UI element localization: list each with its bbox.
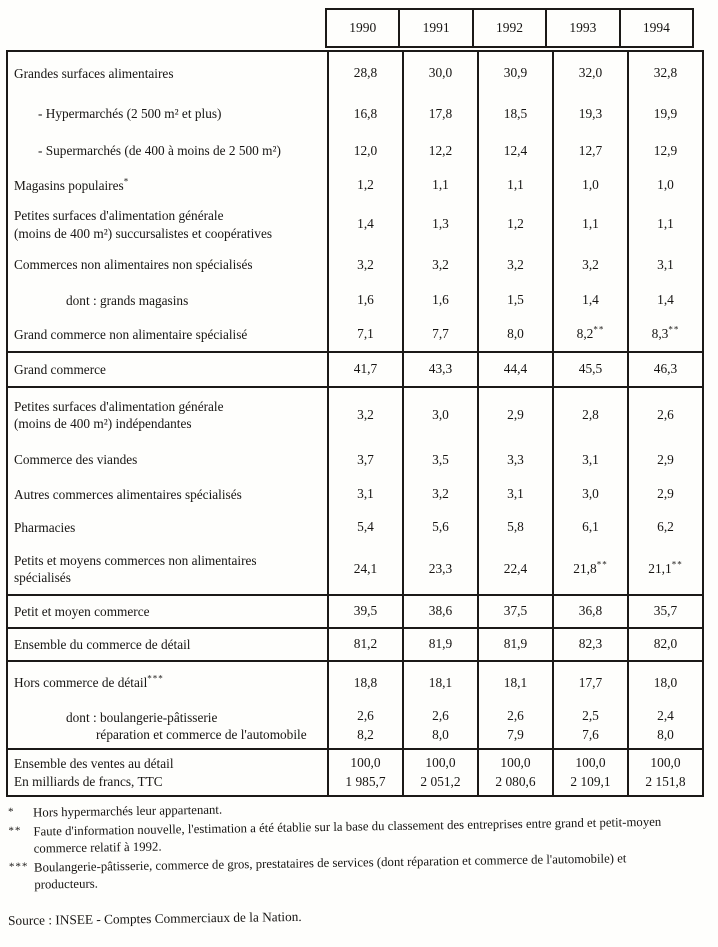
value: 24,1 [353, 560, 378, 576]
row-label [7, 51, 328, 95]
table-row [7, 95, 703, 133]
year-column-header: 1993 [545, 10, 618, 46]
footnote-text-line: producteurs. [34, 876, 98, 892]
value: 17,8 [428, 105, 453, 121]
value-cell [628, 704, 703, 749]
row-label-line: (moins de 400 m²) succursalistes et coopératives [14, 225, 273, 241]
value-cell [553, 387, 628, 442]
value: 6,1 [582, 519, 599, 535]
value: 1,1 [657, 216, 674, 232]
row-label [7, 704, 328, 749]
value: 3,1 [582, 451, 599, 467]
footnotes [8, 794, 713, 895]
value-cell [478, 544, 553, 595]
value: 19,3 [578, 105, 603, 121]
value-cell [403, 51, 478, 95]
value: 2 051,2 [420, 773, 461, 789]
value: 1,6 [357, 292, 374, 308]
value-cell [403, 511, 478, 544]
row-label-line: Grand commerce non alimentaire spécialisé [14, 326, 248, 342]
value-cell [328, 661, 403, 704]
value-cell [553, 749, 628, 796]
value: 32,8 [653, 65, 678, 81]
value-cell [403, 202, 478, 247]
row-label [7, 169, 328, 202]
value: 21,8** [573, 559, 608, 576]
year-column-header: 1991 [398, 10, 471, 46]
value: 1,0 [582, 177, 599, 193]
table-row [7, 442, 703, 478]
value: 1,0 [657, 177, 674, 193]
row-label [7, 661, 328, 704]
row-label [7, 133, 328, 169]
value-cell [553, 628, 628, 661]
value-cell [553, 133, 628, 169]
value: 1,2 [357, 177, 374, 193]
row-label-line: Commerces non alimentaires non spécialisés [14, 257, 253, 273]
value: 12,9 [653, 142, 678, 158]
table-row [7, 749, 703, 796]
value: 7,6 [582, 727, 599, 742]
value-cell [478, 704, 553, 749]
value: 1,3 [432, 216, 449, 232]
value: 81,9 [503, 636, 528, 652]
row-label-line: spécialisés [14, 570, 71, 585]
row-label-line: (moins de 400 m²) indépendantes [14, 416, 192, 431]
row-label-line: Petites surfaces d'alimentation générale [14, 398, 224, 414]
value: 8,0 [657, 727, 674, 742]
value-cell [328, 749, 403, 796]
value-cell [628, 442, 703, 478]
value: 19,9 [653, 105, 678, 121]
footnote-marker: *** [8, 860, 29, 873]
value-cell [628, 595, 703, 628]
row-label [7, 352, 328, 387]
value: 2,9 [507, 406, 524, 422]
value: 81,9 [428, 636, 453, 652]
value: 12,4 [503, 142, 528, 158]
value: 8,0 [432, 727, 449, 742]
value-cell [553, 169, 628, 202]
value-cell [328, 169, 403, 202]
value: 35,7 [653, 603, 678, 619]
row-label-line: dont : grands magasins [66, 292, 189, 308]
value: 2,8 [582, 406, 599, 422]
row-label-line: Petits et moyens commerces non alimentaires [14, 552, 257, 568]
value-cell [553, 51, 628, 95]
value: 18,5 [503, 105, 528, 121]
value: 5,6 [432, 519, 449, 535]
value: 3,3 [507, 451, 524, 467]
row-label-line: Magasins populaires* [14, 176, 130, 193]
value: 1,1 [507, 177, 524, 193]
table-row [7, 704, 703, 749]
value: 18,1 [428, 674, 453, 690]
value-cell [553, 478, 628, 511]
footnote-marker: ** [8, 824, 22, 837]
table-row [7, 283, 703, 318]
value: 8,3** [651, 324, 680, 342]
value-cell [403, 318, 478, 352]
value: 5,4 [357, 519, 374, 535]
value-cell [328, 283, 403, 318]
value-cell [628, 661, 703, 704]
value-cell [403, 478, 478, 511]
value: 5,8 [507, 519, 524, 535]
value: 1,6 [432, 292, 449, 308]
value-cell [478, 478, 553, 511]
value-cell [478, 595, 553, 628]
value: 3,2 [507, 256, 524, 272]
value-cell [628, 478, 703, 511]
value: 2,9 [657, 486, 674, 502]
value: 28,8 [353, 65, 378, 81]
value: 16,8 [353, 105, 378, 121]
value-cell [628, 628, 703, 661]
value-cell [628, 133, 703, 169]
row-label [7, 202, 328, 247]
value: 8,2** [576, 324, 605, 342]
row-label-line: Pharmacies [14, 519, 76, 535]
value-cell [403, 352, 478, 387]
value: 8,0 [507, 326, 524, 342]
value: 3,2 [432, 256, 449, 272]
table-row [7, 387, 703, 442]
value: 1,4 [657, 292, 674, 308]
value-cell [628, 283, 703, 318]
value: 81,2 [353, 636, 378, 652]
row-label-line: En milliards de francs, TTC [14, 773, 163, 789]
table-row [7, 595, 703, 628]
value-cell [328, 387, 403, 442]
value: 3,1 [657, 256, 674, 272]
value: 2,6 [357, 708, 374, 724]
value-cell [328, 95, 403, 133]
table-row [7, 318, 703, 352]
value-cell [403, 283, 478, 318]
value-cell [628, 247, 703, 283]
year-column-header: 1992 [472, 10, 545, 46]
row-label-line: Hors commerce de détail*** [14, 674, 164, 691]
value-cell [478, 247, 553, 283]
row-label [7, 442, 328, 478]
value: 46,3 [653, 361, 678, 377]
value: 3,2 [582, 256, 599, 272]
value-cell [403, 749, 478, 796]
value-cell [553, 283, 628, 318]
table-row [7, 51, 703, 95]
value: 100,0 [500, 754, 531, 770]
value-cell [553, 202, 628, 247]
footnote-text-line: commerce relatif à 1992. [33, 839, 162, 856]
value-cell [403, 628, 478, 661]
value: 2,5 [582, 708, 599, 724]
value-cell [628, 202, 703, 247]
value: 3,0 [582, 486, 599, 502]
asterisk-note-marker: ** [668, 324, 680, 335]
value: 45,5 [578, 361, 603, 377]
value-cell [478, 169, 553, 202]
value-cell [403, 442, 478, 478]
value-cell [478, 352, 553, 387]
value-cell [628, 387, 703, 442]
footnote-text-line: Hors hypermarchés leur appartenant. [33, 802, 223, 820]
table-row [7, 247, 703, 283]
value-cell [328, 704, 403, 749]
value-cell [553, 95, 628, 133]
row-label-line: Autres commerces alimentaires spécialisés [14, 486, 242, 502]
value: 2 080,6 [495, 773, 536, 789]
row-label-line: Grand commerce [14, 361, 106, 377]
value: 7,9 [507, 727, 524, 742]
row-label [7, 544, 328, 595]
value: 30,0 [428, 65, 453, 81]
table-year-header [325, 8, 694, 48]
value: 3,1 [507, 486, 524, 502]
value: 8,2 [357, 727, 374, 742]
value: 7,7 [432, 326, 449, 342]
value-cell [478, 628, 553, 661]
value-cell [328, 352, 403, 387]
year-column-header: 1994 [619, 10, 692, 46]
value: 18,8 [353, 674, 378, 690]
value-cell [553, 704, 628, 749]
value-cell [328, 544, 403, 595]
table-row [7, 661, 703, 704]
value: 18,0 [653, 674, 678, 690]
value-cell [478, 283, 553, 318]
asterisk-note-marker: * [123, 176, 130, 187]
value: 12,0 [353, 142, 378, 158]
value-cell [328, 628, 403, 661]
value: 1,1 [582, 216, 599, 232]
value-cell [478, 51, 553, 95]
value-cell [478, 442, 553, 478]
year-column-header: 1990 [349, 20, 377, 35]
row-label [7, 387, 328, 442]
value-cell [478, 661, 553, 704]
footnote-text-line: Boulangerie-pâtisserie, commerce de gros, prestataires de services (dont réparation et commerce de l'automobile) et [33, 850, 627, 875]
value: 3,5 [432, 451, 449, 467]
value: 30,9 [503, 65, 528, 81]
value-cell [553, 442, 628, 478]
value-cell [328, 442, 403, 478]
value-cell [478, 318, 553, 352]
value-cell [328, 478, 403, 511]
value-cell [553, 595, 628, 628]
row-label [7, 749, 328, 796]
value: 36,8 [578, 603, 603, 619]
value: 39,5 [353, 603, 378, 619]
row-label-line: Petit et moyen commerce [14, 603, 150, 619]
table-row [7, 202, 703, 247]
value: 1,4 [357, 216, 374, 232]
commerce-table-body [7, 51, 703, 796]
row-label [7, 95, 328, 133]
row-label-line: Ensemble du commerce de détail [14, 636, 191, 652]
value: 12,2 [428, 142, 453, 158]
value: 100,0 [425, 754, 456, 770]
value: 2,6 [507, 708, 524, 724]
row-label [7, 283, 328, 318]
value-cell [628, 544, 703, 595]
value: 32,0 [578, 65, 603, 81]
value: 23,3 [428, 560, 453, 576]
value: 44,4 [503, 361, 528, 377]
value-cell [553, 352, 628, 387]
value-cell [628, 51, 703, 95]
value-cell [628, 169, 703, 202]
value-cell [403, 661, 478, 704]
value: 1,4 [582, 292, 599, 308]
row-label-line: - Hypermarchés (2 500 m² et plus) [38, 106, 222, 122]
value-cell [553, 544, 628, 595]
asterisk-note-marker: ** [593, 324, 605, 335]
value: 21,1** [648, 559, 683, 576]
value: 3,7 [357, 451, 374, 467]
value: 37,5 [503, 603, 528, 619]
source-line: Source : INSEE - Comptes Commerciaux de la Nation. [8, 908, 302, 928]
value: 3,2 [357, 256, 374, 272]
row-label [7, 478, 328, 511]
row-label [7, 595, 328, 628]
value-cell [328, 247, 403, 283]
value-cell [553, 661, 628, 704]
value: 82,3 [578, 636, 603, 652]
footnote-text-line: Faute d'information nouvelle, l'estimation a été établie sur la base du classement des entreprises entre grand et petit-moyen [33, 814, 662, 839]
value-cell [328, 511, 403, 544]
table-row [7, 478, 703, 511]
value-cell [403, 169, 478, 202]
row-label-line: - Supermarchés (de 400 à moins de 2 500 m²) [38, 143, 281, 159]
value: 17,7 [578, 674, 603, 690]
value-cell [403, 704, 478, 749]
row-label-line: dont : boulangerie-pâtisserie [66, 709, 218, 725]
value-cell [553, 318, 628, 352]
value: 3,2 [432, 486, 449, 502]
value-cell [628, 318, 703, 352]
value-cell [628, 749, 703, 796]
value: 43,3 [428, 361, 453, 377]
value-cell [478, 202, 553, 247]
value-cell [628, 511, 703, 544]
value-cell [478, 95, 553, 133]
asterisk-note-marker: *** [147, 674, 164, 685]
footnote-marker: * [8, 805, 15, 818]
value: 38,6 [428, 603, 453, 619]
value: 3,0 [432, 406, 449, 422]
value-cell [328, 51, 403, 95]
table-row [7, 628, 703, 661]
row-label-line: Grandes surfaces alimentaires [14, 65, 174, 81]
row-label-line: Commerce des viandes [14, 452, 138, 468]
row-label-line: Petites surfaces d'alimentation générale [14, 208, 224, 224]
value-cell [403, 133, 478, 169]
value-cell [403, 247, 478, 283]
value-cell [628, 95, 703, 133]
value-cell [403, 595, 478, 628]
value: 3,2 [357, 406, 374, 422]
value: 1 985,7 [345, 773, 386, 789]
table-row [7, 352, 703, 387]
value: 7,1 [357, 326, 374, 342]
value-cell [478, 749, 553, 796]
value-cell [403, 95, 478, 133]
value: 1,2 [507, 216, 524, 232]
value: 100,0 [350, 754, 381, 770]
table-row [7, 511, 703, 544]
value-cell [328, 202, 403, 247]
value-cell [628, 352, 703, 387]
value: 41,7 [353, 361, 378, 377]
value: 2,6 [432, 708, 449, 724]
value: 1,1 [432, 177, 449, 193]
value: 18,1 [503, 674, 528, 690]
value-cell [403, 544, 478, 595]
row-label [7, 511, 328, 544]
value-cell [553, 247, 628, 283]
commerce-table [6, 50, 704, 797]
value: 3,1 [357, 486, 374, 502]
value: 100,0 [575, 754, 606, 770]
asterisk-note-marker: ** [596, 559, 608, 570]
value-cell [328, 595, 403, 628]
value: 2 151,8 [645, 773, 686, 789]
value: 2,9 [657, 451, 674, 467]
value: 22,4 [503, 560, 528, 576]
value: 2,6 [657, 406, 674, 422]
value-cell [478, 511, 553, 544]
row-label-line: réparation et commerce de l'automobile [96, 727, 307, 742]
asterisk-note-marker: ** [671, 559, 683, 570]
value-cell [328, 318, 403, 352]
value: 100,0 [650, 754, 681, 770]
value: 2,4 [657, 708, 674, 724]
value-cell [478, 387, 553, 442]
value-cell [403, 387, 478, 442]
value: 12,7 [578, 142, 603, 158]
value: 82,0 [653, 636, 678, 652]
value-cell [478, 133, 553, 169]
table-row [7, 544, 703, 595]
value: 2 109,1 [570, 773, 611, 789]
value-cell [328, 133, 403, 169]
value: 6,2 [657, 519, 674, 535]
row-label [7, 628, 328, 661]
row-label-line: Ensemble des ventes au détail [14, 756, 174, 772]
table-row [7, 169, 703, 202]
value: 1,5 [507, 292, 524, 308]
table-row [7, 133, 703, 169]
value-cell [553, 511, 628, 544]
row-label [7, 318, 328, 352]
row-label [7, 247, 328, 283]
